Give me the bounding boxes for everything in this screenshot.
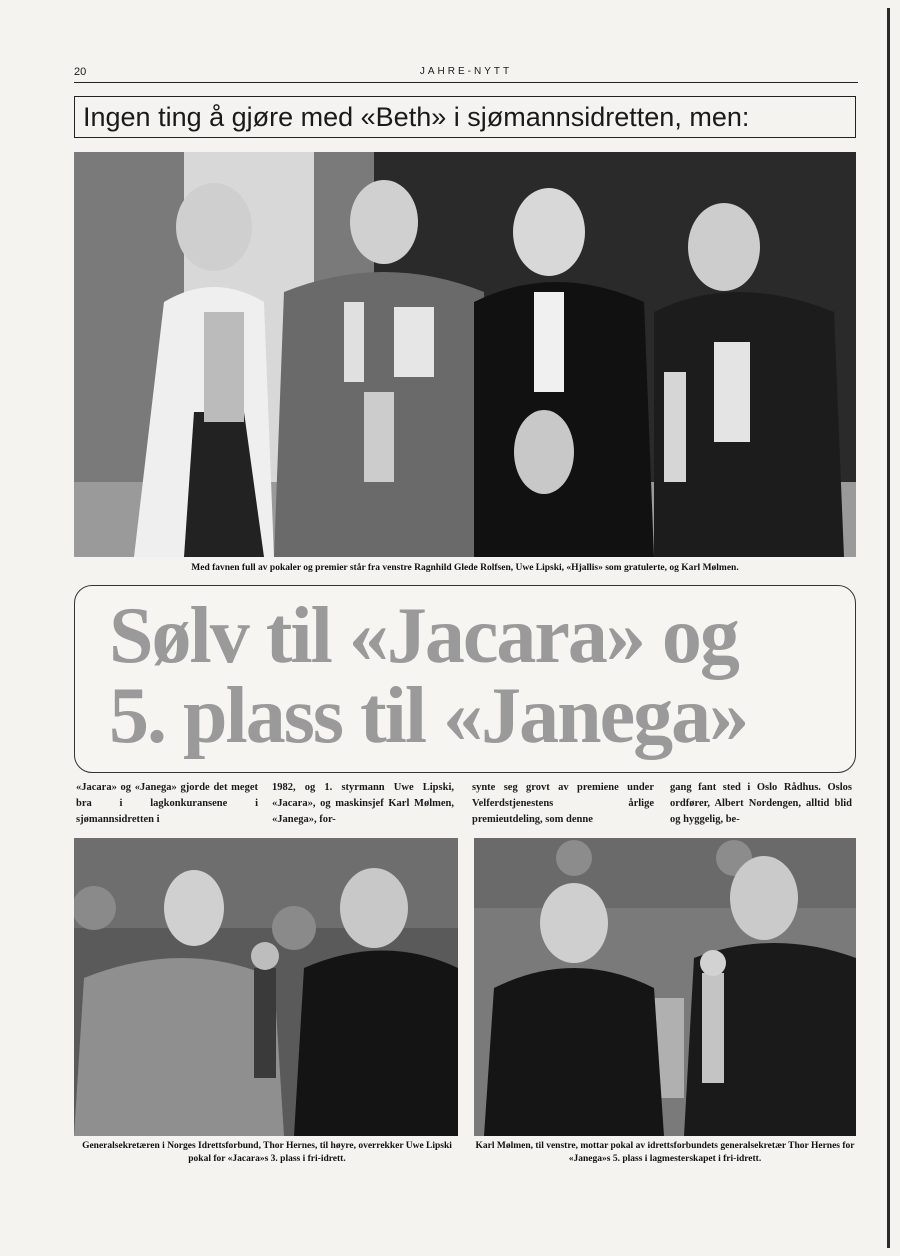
title-line-2: 5. plass til «Janega»	[109, 672, 748, 760]
headline: Ingen ting å gjøre med «Beth» i sjømannsidretten, men:	[74, 96, 856, 138]
top-photo	[74, 152, 856, 557]
bottom-right-photo	[474, 838, 856, 1136]
body-column-4: gang fant sted i Oslo Rådhus. Oslos ordfører, Albert Nordengen, alltid blid og hyggelig, be-	[670, 782, 852, 825]
body-column-1: «Jacara» og «Janega» gjorde det meget bra i lagkonkuransene i sjømannsidretten i	[76, 782, 258, 825]
bottom-left-photo	[74, 838, 458, 1136]
header-rule	[74, 82, 858, 83]
article-title	[74, 585, 856, 773]
page-header	[74, 66, 858, 80]
bottom-left-caption: Generalsekretæren i Norges Idrettsforbund, Thor Hernes, til høyre, overrekker Uwe Lipski pokal for «Jacara»s 3. plass i fri-idrett.	[82, 1141, 452, 1164]
page-edge	[887, 8, 890, 1248]
journal-title: JAHRE-NYTT	[419, 66, 513, 77]
top-photo-caption: Med favnen full av pokaler og premier står fra venstre Ragnhild Glede Rolfsen, Uwe Lipski, «Hjallis» som gratulerte, og Karl Mølmen.	[191, 563, 739, 573]
bottom-right-caption: Karl Mølmen, til venstre, mottar pokal av idrettsforbundets generalsekretær Thor Hernes for «Janega»s 5. plass i lagmesterskapet i fri-idrett.	[475, 1141, 855, 1164]
body-column-3: synte seg grovt av premiene under Velferdstjenestens årlige premieutdeling, som denne	[472, 782, 654, 825]
body-column-2: 1982, og 1. styrmann Uwe Lipski, «Jacara», og maskinsjef Karl Mølmen, «Janega», for-	[272, 782, 454, 825]
page-number: 20	[74, 66, 87, 78]
title-line-1: Sølv til «Jacara» og	[109, 592, 738, 680]
